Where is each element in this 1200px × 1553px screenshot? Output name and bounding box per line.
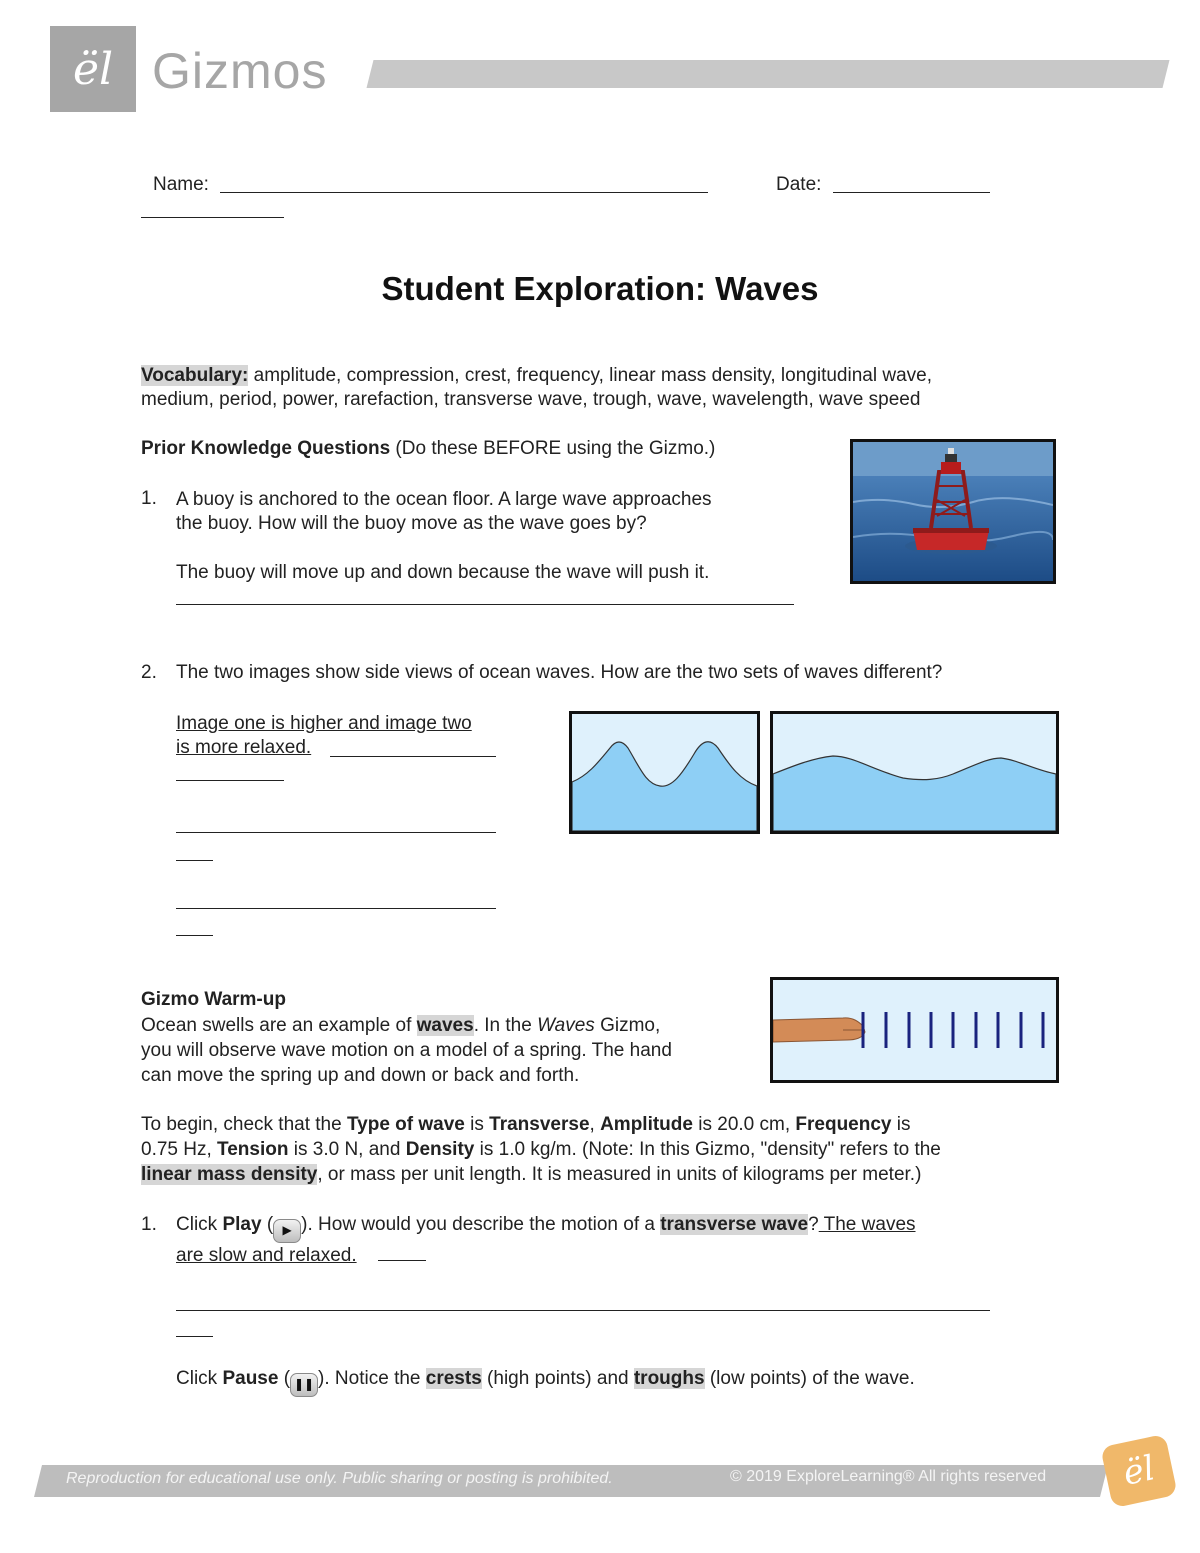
- label-frequency: Frequency: [795, 1114, 892, 1135]
- label-type-of-wave: Type of wave: [346, 1114, 465, 1135]
- pause-click: Click: [176, 1368, 223, 1389]
- warmup-p1-a: Ocean swells are an example of: [141, 1015, 417, 1036]
- warmup-q1-answer-line-3[interactable]: [176, 1336, 213, 1337]
- vocabulary-line1: amplitude, compression, crest, frequency, linear mass density, longitudinal wave,: [248, 365, 932, 386]
- q2-answer-line-3[interactable]: [176, 832, 496, 833]
- buoy-photo: [850, 439, 1056, 584]
- pause-mid: ). Notice the: [318, 1368, 426, 1389]
- prior-heading: Prior Knowledge Questions: [141, 438, 391, 459]
- warmup-p2-end: , or mass per unit length. It is measured in units of kilograms per meter.): [317, 1164, 922, 1185]
- q2-answer[interactable]: [176, 712, 521, 760]
- warmup-p2-is-end: is: [891, 1114, 911, 1135]
- explorelearning-logo: [50, 26, 136, 112]
- pause-mid2: (high points) and: [481, 1368, 634, 1389]
- pause-instruction: [176, 1368, 915, 1397]
- label-density: Density: [405, 1139, 475, 1160]
- q1-number: 1.: [141, 488, 157, 509]
- footer-copyright: © 2019 ExploreLearning® All rights reserved: [730, 1468, 1047, 1485]
- q1-text: [176, 488, 816, 536]
- vocab-troughs: troughs: [633, 1368, 705, 1389]
- warmup-p2-a: To begin, check that the: [141, 1114, 347, 1135]
- value-density: is 1.0 kg/m. (Note: In this Gizmo, "density" refers to the: [474, 1139, 941, 1160]
- q2-answer-line-tail[interactable]: [330, 756, 496, 757]
- vocab-linear-mass-density: linear mass density: [141, 1164, 318, 1185]
- q1-answer-line[interactable]: [176, 604, 794, 605]
- q2-answer-line1: Image one is higher and image two: [176, 713, 472, 734]
- value-transverse: Transverse: [489, 1114, 590, 1135]
- warmup-q1-answer-line-2[interactable]: [176, 1310, 990, 1311]
- prior-note: (Do these BEFORE using the Gizmo.): [390, 438, 716, 459]
- warmup-p1-line2: you will observe wave motion on a model of a spring. The hand: [141, 1040, 672, 1061]
- page-title: Student Exploration: Waves: [381, 270, 819, 307]
- low-waves-illustration: [773, 714, 1056, 831]
- warmup-paragraph-2: [141, 1112, 1071, 1187]
- warmup-q1-paren: (: [261, 1214, 274, 1235]
- q2-answer-line2: is more relaxed.: [176, 737, 312, 758]
- pause-end: (low points) of the wave.: [704, 1368, 915, 1389]
- warmup-q1-click: Click: [176, 1214, 223, 1235]
- label-amplitude: Amplitude: [600, 1114, 693, 1135]
- warmup-q1-number: 1.: [141, 1214, 157, 1235]
- spring-image: [770, 977, 1059, 1083]
- vocabulary-label: Vocabulary:: [141, 365, 249, 386]
- q2-text: The two images show side views of ocean waves. How are the two sets of waves different?: [176, 662, 943, 683]
- header-bar: [367, 60, 1170, 88]
- name-field[interactable]: [220, 192, 708, 193]
- warmup-p1-line3: can move the spring up and down or back and forth.: [141, 1065, 580, 1086]
- label-tension: Tension: [217, 1139, 289, 1160]
- warmup-p2-is: is: [464, 1114, 490, 1135]
- hand-spring-illustration: [773, 980, 1056, 1080]
- warmup-p1-italic: Waves: [537, 1015, 595, 1036]
- name-label: Name:: [153, 174, 209, 195]
- date-field-continued[interactable]: [141, 217, 284, 218]
- value-tension: is 3.0 N, and: [288, 1139, 406, 1160]
- q2-answer-line-2[interactable]: [176, 780, 284, 781]
- pause-paren: (: [278, 1368, 291, 1389]
- value-amplitude: is 20.0 cm,: [692, 1114, 796, 1135]
- vocab-waves: waves: [416, 1015, 474, 1036]
- footer-notice: Reproduction for educational use only. Public sharing or posting is prohibited.: [66, 1470, 613, 1487]
- warmup-p1-b: . In the: [473, 1015, 538, 1036]
- q2-answer-line-6[interactable]: [176, 935, 213, 936]
- q2-number: 2.: [141, 662, 157, 683]
- date-label: Date:: [776, 174, 822, 195]
- q2-answer-line-5[interactable]: [176, 908, 496, 909]
- footer-logo: ël: [1100, 1434, 1177, 1508]
- wave-image-two: [770, 711, 1059, 834]
- q1-line2: the buoy. How will the buoy move as the wave goes by?: [176, 513, 647, 534]
- tall-waves-illustration: [572, 714, 757, 831]
- warmup-q1-answer-line-tail[interactable]: [378, 1260, 426, 1261]
- pause-icon[interactable]: ❚❚: [290, 1373, 318, 1397]
- warmup-q1-answer-part2[interactable]: are slow and relaxed.: [176, 1245, 357, 1266]
- vocab-crests: crests: [425, 1368, 482, 1389]
- vocabulary-line2: medium, period, power, rarefaction, transverse wave, trough, wave, wavelength, wave speed: [141, 389, 921, 410]
- vocab-transverse-wave: transverse wave: [660, 1214, 809, 1235]
- prior-heading-row: [141, 438, 715, 460]
- warmup-paragraph-1: [141, 1013, 751, 1088]
- date-field[interactable]: [833, 192, 990, 193]
- brand-title: Gizmos: [152, 43, 328, 99]
- vocabulary: [141, 364, 1081, 412]
- buoy-illustration: [853, 442, 1053, 581]
- warmup-heading: Gizmo Warm-up: [141, 989, 286, 1010]
- logo-mark: ël: [72, 43, 114, 95]
- wave-image-one: [569, 711, 760, 834]
- warmup-q1-question-mark: ?: [808, 1214, 819, 1235]
- warmup-p2-comma: ,: [589, 1114, 601, 1135]
- q2-answer-line-4[interactable]: [176, 860, 213, 861]
- play-label: Play: [222, 1214, 262, 1235]
- q1-line1: A buoy is anchored to the ocean floor. A large wave approaches: [176, 489, 712, 510]
- warmup-p1-c: Gizmo,: [594, 1015, 661, 1036]
- value-frequency: 0.75 Hz,: [141, 1139, 218, 1160]
- play-icon[interactable]: ▶: [273, 1219, 301, 1243]
- warmup-q1-answer-part1[interactable]: The waves: [818, 1214, 916, 1235]
- warmup-q1-text: [176, 1212, 1056, 1269]
- q1-answer[interactable]: The buoy will move up and down because the wave will push it.: [176, 562, 710, 583]
- pause-label: Pause: [222, 1368, 279, 1389]
- warmup-q1-mid: ). How would you describe the motion of a: [301, 1214, 661, 1235]
